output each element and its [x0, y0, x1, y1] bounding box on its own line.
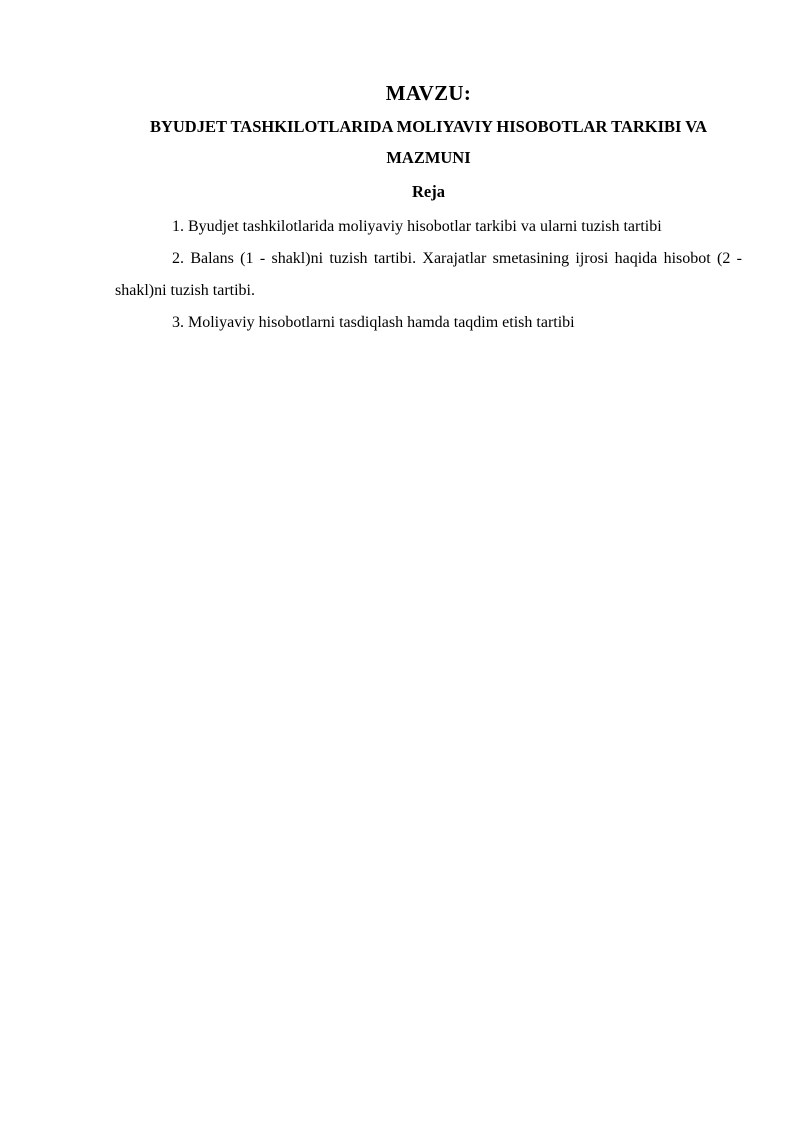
document-body: [115, 78, 742, 339]
plan-heading: Reja: [412, 182, 445, 201]
plan-list: [115, 211, 742, 339]
plan-item-2: 2. Balans (1 - shakl)ni tuzish tartibi. Xarajatlar smetasining ijrosi haqida hisobot (2 - shakl)ni tuzish tartibi.: [115, 250, 742, 299]
document-title: BYUDJET TASHKILOTLARIDA MOLIYAVIY HISOBOTLAR TARKIBI VA MAZMUNI: [149, 117, 708, 167]
topic-label: MAVZU:: [385, 81, 472, 105]
plan-item-1: 1. Byudjet tashkilotlarida moliyaviy hisobotlar tarkibi va ularni tuzish tartibi: [172, 218, 662, 235]
plan-item-3: 3. Moliyaviy hisobotlarni tasdiqlash hamda taqdim etish tartibi: [172, 314, 575, 331]
